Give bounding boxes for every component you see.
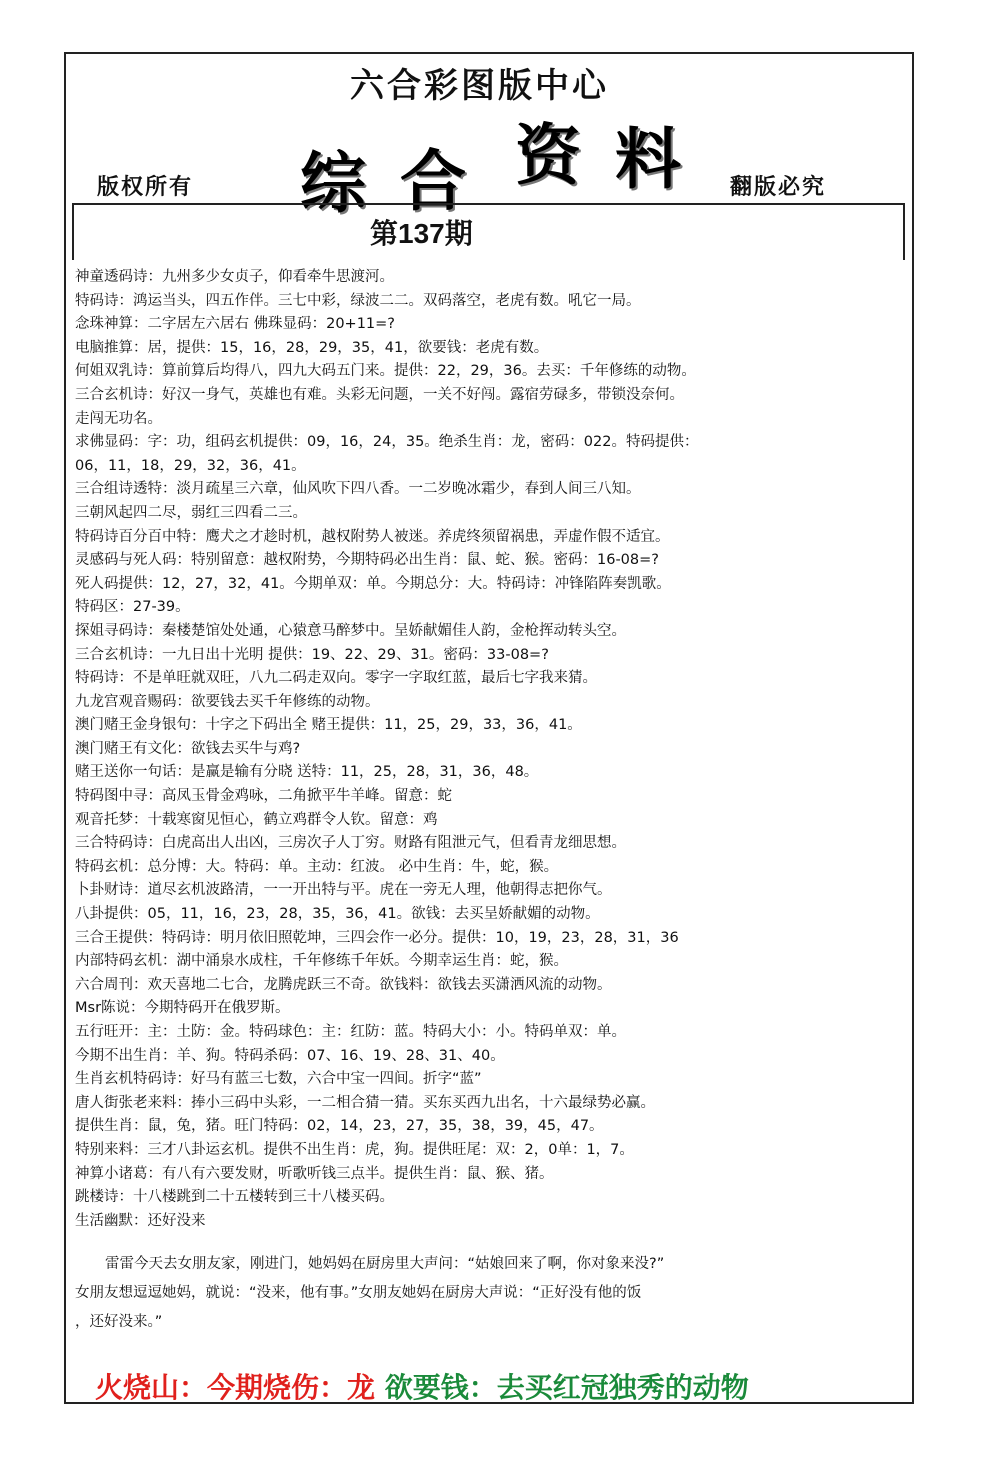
- content-line: 特码诗：鸿运当头，四五作伴。三七中彩，绿波二二。双码落空，老虎有数。吼它一局。: [75, 292, 641, 309]
- main-title-char-2: 合: [400, 142, 466, 220]
- center-title: 六合彩图版中心: [350, 66, 609, 106]
- content-line: 九龙宫观音赐码：欲要钱去买千年修练的动物。: [75, 693, 380, 710]
- content-line: 三合王提供：特码诗：明月依旧照乾坤，三四会作一必分。提供：10，19，23，28，31，36: [75, 929, 679, 946]
- joke-paragraph: [75, 1250, 905, 1337]
- content-line: 跳楼诗：十八楼跳到二十五楼转到三十八楼买码。: [75, 1189, 394, 1206]
- joke-line: 雷雷今天去女朋友家，刚进门，她妈妈在厨房里大声问：“姑娘回来了啊，你对象来没?”: [105, 1256, 665, 1272]
- content-line: Msr陈说：今期特码开在俄罗斯。: [75, 1000, 290, 1017]
- content-line: 走闯无功名。: [75, 410, 162, 427]
- joke-line: ，还好没来。”: [75, 1314, 163, 1330]
- content-line: 求佛显码：字：功，组码玄机提供：09，16，24，35。绝杀生肖：龙，密码：022。特码提供：: [75, 434, 699, 451]
- content-line: 特码玄机：总分博：大。特码：单。主动：红波。 必中生肖：牛，蛇，猴。: [75, 858, 559, 875]
- content-line: 赌王送你一句话：是赢是输有分晓 送特：11，25，28，31，36，48。: [75, 764, 539, 781]
- content-line: 特码诗百分百中特：鹰犬之才趁时机，越权附势人被迷。养虎终须留祸患，弄虚作假不适宜。: [75, 528, 670, 545]
- period-title: 第137期: [370, 218, 473, 249]
- footer-banner: [95, 1366, 749, 1406]
- content-line: 特码诗：不是单旺就双旺，八九二码走双向。零字一字取红蓝，最后七字我来猜。: [75, 670, 597, 687]
- main-title-char-3: 资: [515, 116, 581, 194]
- content-line: 念珠神算：二字居左六居右 佛珠显码：20+11=?: [75, 316, 396, 333]
- content-line: 三合玄机诗：好汉一身气，英雄也有难。头彩无问题，一关不好闯。露宿劳碌多，带锁没奈何。: [75, 386, 684, 403]
- footer-green-text: 欲要钱：去买红冠独秀的动物: [384, 1371, 749, 1404]
- main-title-char-4: 料: [615, 120, 681, 198]
- content-line: 今期不出生肖：羊、狗。特码杀码：07、16、19、28、31、40。: [75, 1047, 505, 1064]
- period-box: [72, 203, 905, 260]
- content-line: 内部特码玄机：湖中涌泉水成柱，千年修练千年妖。今期幸运生肖：蛇，猴。: [75, 953, 568, 970]
- copyright-left: 版权所有: [97, 175, 194, 200]
- content-line: 灵感码与死人码：特别留意：越权附势，今期特码必出生肖：鼠、蛇、猴。密码：16-08=?: [75, 552, 659, 569]
- content-line: 六合周刊：欢天喜地二七合，龙腾虎跃三不奇。欲钱料：欲钱去买潇洒风流的动物。: [75, 976, 612, 993]
- content-line: 生活幽默：还好没来: [75, 1212, 206, 1229]
- content-line: 特别来料：三才八卦运玄机。提供不出生肖：虎，狗。提供旺尾：双：2，0单：1，7。: [75, 1141, 634, 1158]
- footer-red-text: 火烧山：今期烧伤：龙: [95, 1371, 376, 1404]
- content-line: 特码图中寻：高凤玉骨金鸡咏，二角掀平牛羊峰。留意：蛇: [75, 788, 452, 805]
- content-line: 三合特码诗：白虎高出人出凶，三房次子人丁穷。财路有阻泄元气，但看青龙细思想。: [75, 835, 626, 852]
- content-line: 神童透码诗：九州多少女贞子，仰看牵牛思渡河。: [75, 269, 394, 285]
- main-title: [300, 110, 700, 222]
- content-line: 06，11，18，29，32，36，41。: [75, 457, 306, 474]
- content-line: 何姐双乳诗：算前算后均得八，四九大码五门来。提供：22，29，36。去买：千年修练的动物。: [75, 363, 696, 380]
- content-line: 探姐寻码诗：秦楼楚馆处处通，心猿意马醉梦中。呈娇献媚佳人韵，金枪挥动转头空。: [75, 622, 626, 639]
- content-line: 电脑推算：居，提供：15，16，28，29，35，41，欲要钱：老虎有数。: [75, 339, 549, 356]
- content-line: 观音托梦：十载寒窗见恒心，鹤立鸡群令人钦。留意：鸡: [75, 811, 438, 828]
- main-title-char-1: 综: [300, 144, 366, 222]
- period-box-gap: [350, 255, 736, 263]
- content-line: 死人码提供：12，27，32，41。今期单双：单。今期总分：大。特码诗：冲锋陷阵奏凯歌。: [75, 575, 671, 592]
- content-line: 三合玄机诗：一九日出十光明 提供：19、22、29、31。密码：33-08=?: [75, 646, 549, 663]
- content-line: 卜卦财诗：道尽玄机波路清，一一开出特与平。虎在一旁无人理，他朝得志把你气。: [75, 882, 612, 899]
- joke-line: 女朋友想逗逗她妈，就说：“没来，他有事。”女朋友她妈在厨房大声说：“正好没有他的饭: [75, 1285, 642, 1301]
- content-line: 八卦提供：05，11，16，23，28，35，36，41。欲钱：去买呈娇献媚的动物。: [75, 906, 600, 923]
- content-line: 澳门赌王有文化：欲钱去买牛与鸡?: [75, 740, 301, 757]
- content-line: 生肖玄机特码诗：好马有蓝三七数，六合中宝一四间。折字“蓝”: [75, 1071, 482, 1088]
- content-lines: [75, 266, 905, 1233]
- content-line: 神算小诸葛：有八有六要发财，听歌听钱三点半。提供生肖：鼠、猴、猪。: [75, 1165, 554, 1182]
- content-line: 三朝风起四二尽，弱红三四看二三。: [75, 504, 307, 521]
- copyright-right: 翻版必究: [730, 175, 827, 200]
- content-line: 提供生肖：鼠，兔，猪。旺门特码：02，14，23，27，35，38，39，45，47。: [75, 1118, 604, 1135]
- content-line: 特码区：27-39。: [75, 599, 190, 616]
- content-line: 三合组诗透特：淡月疏星三六章，仙风吹下四八香。一二岁晚冰霜少，春到人间三八知。: [75, 481, 641, 498]
- content-line: 五行旺开：主：土防：金。特码球色：主：红防：蓝。特码大小：小。特码单双：单。: [75, 1024, 626, 1040]
- content-line: 澳门赌王金身银句：十字之下码出全 赌王提供：11，25，29，33，36，41。: [75, 717, 582, 734]
- content-line: 唐人街张老来料：捧小三码中头彩，一二相合猜一猜。买东买西九出名，十六最绿势必赢。: [75, 1094, 655, 1111]
